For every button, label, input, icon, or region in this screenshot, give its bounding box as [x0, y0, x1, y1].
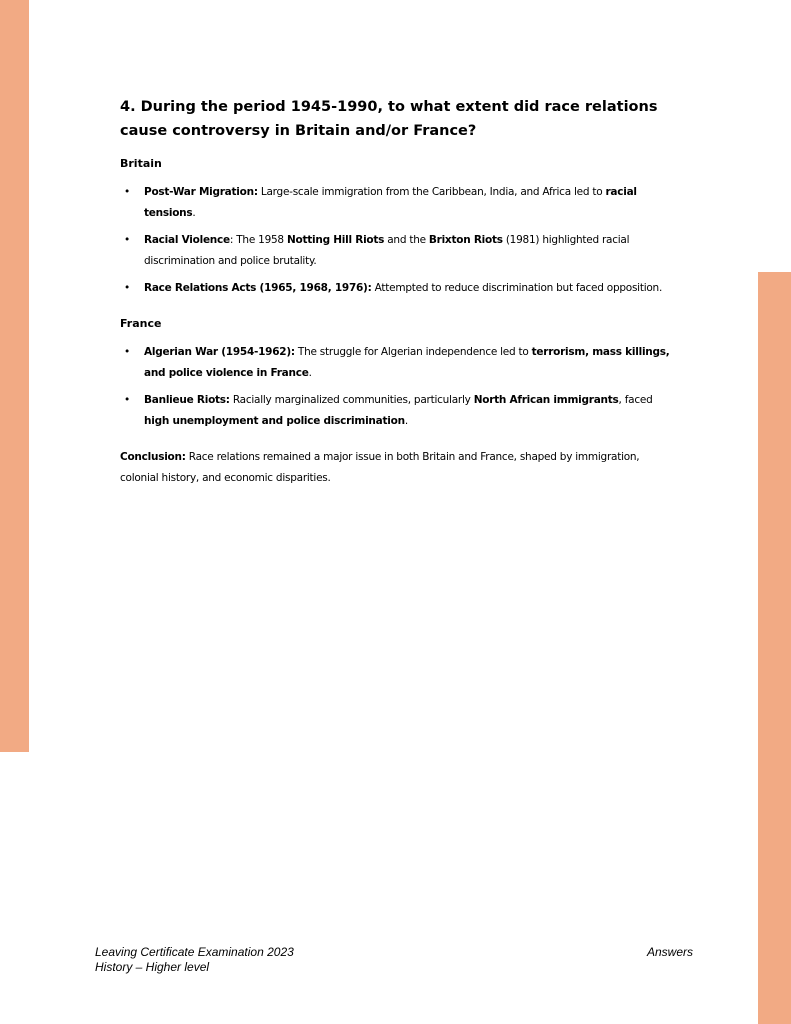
footer-exam-info: [95, 945, 294, 975]
bullet-icon: •: [124, 346, 130, 358]
footer-level-line: History – Higher level: [95, 960, 210, 974]
bullet-icon: •: [124, 394, 130, 406]
bullet-icon: •: [124, 234, 130, 246]
list-item: • Algerian War (1954-1962): The struggle for Algerian independence led to terrorism, mass killings, and police violence in France.: [120, 342, 680, 384]
footer-section-label: Answers: [647, 945, 694, 959]
footer-exam-line: Leaving Certificate Examination 2023: [95, 945, 294, 959]
bullet-icon: •: [124, 282, 130, 294]
britain-bullet-list: [120, 182, 680, 305]
question-heading: 4. During the period 1945-1990, to what extent did race relations cause controversy in Britain and/or France?: [120, 99, 658, 139]
conclusion-paragraph: [120, 447, 680, 489]
conclusion-label: Conclusion:: [120, 451, 186, 463]
left-accent-band: [0, 0, 29, 752]
list-item: • Racial Violence: The 1958 Notting Hill Riots and the Brixton Riots (1981) highlighted racial discrimination and police brutality.: [120, 230, 680, 272]
section-heading-britain: Britain: [120, 157, 162, 170]
list-item: • Post-War Migration: Large-scale immigration from the Caribbean, India, and Africa led to racial tensions.: [120, 182, 680, 224]
conclusion-text: Race relations remained a major issue in both Britain and France, shaped by immigration, colonial history, and economic disparities.: [120, 451, 640, 484]
section-heading-france: France: [120, 317, 162, 330]
france-bullet-list: [120, 342, 680, 438]
list-item: • Banlieue Riots: Racially marginalized communities, particularly North African immigrants, faced high unemployment and police discrimination.: [120, 390, 680, 432]
bullet-icon: •: [124, 186, 130, 198]
list-item: • Race Relations Acts (1965, 1968, 1976): Attempted to reduce discrimination but faced opposition.: [120, 278, 680, 299]
right-accent-band: [758, 272, 791, 1024]
